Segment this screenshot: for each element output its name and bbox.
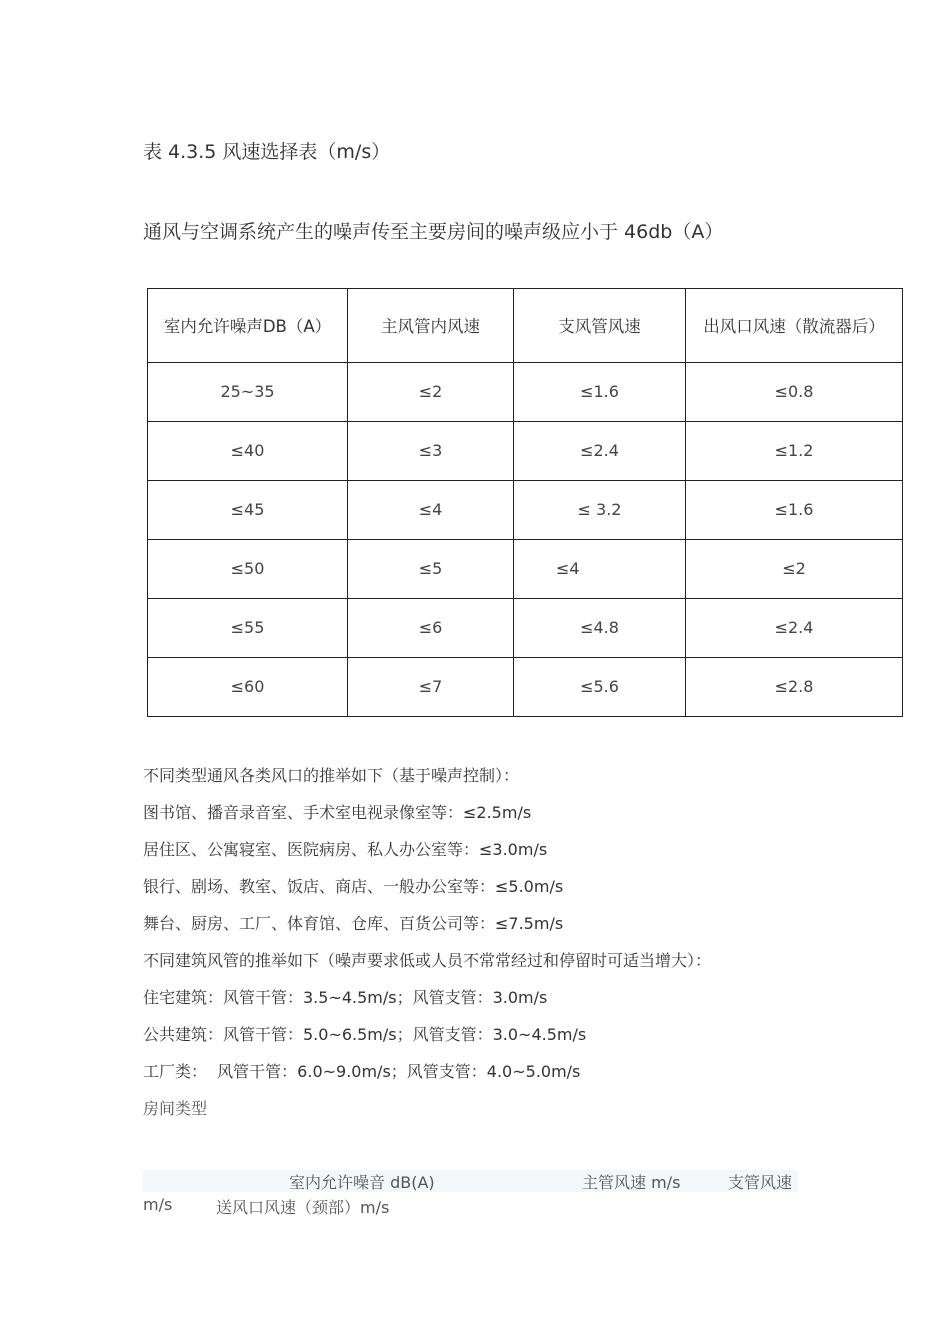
header-main-duct: 主风管内风速 xyxy=(348,289,514,363)
recommendation-notes xyxy=(143,763,711,1096)
table-cell: ≤2 xyxy=(686,539,903,598)
note-line: 银行、剧场、教室、饭店、商店、一般办公室等：≤5.0m/s xyxy=(143,877,564,896)
note-line: 舞台、厨房、工厂、体育馆、仓库、百货公司等：≤7.5m/s xyxy=(143,914,564,933)
table-cell: 25~35 xyxy=(148,362,348,421)
table-cell: ≤2.4 xyxy=(686,598,903,657)
table-cell: ≤4 xyxy=(514,539,686,598)
table-header-row xyxy=(148,289,903,363)
table-cell: ≤40 xyxy=(148,421,348,480)
table-cell: ≤1.2 xyxy=(686,421,903,480)
note-heading-outlets: 不同类型通风各类风口的推举如下（基于噪声控制）： xyxy=(143,766,520,785)
table-row xyxy=(148,539,903,598)
band-col-main: 主管风速 m/s xyxy=(582,1173,681,1192)
table-cell: ≤1.6 xyxy=(686,480,903,539)
table-cell: ≤5.6 xyxy=(514,657,686,716)
table-cell: ≤5 xyxy=(348,539,514,598)
header-branch-duct: 支风管风速 xyxy=(514,289,686,363)
table-row xyxy=(148,362,903,421)
table-cell: ≤55 xyxy=(148,598,348,657)
table-cell: ≤2.8 xyxy=(686,657,903,716)
table-cell: ≤2.4 xyxy=(514,421,686,480)
table-cell: ≤0.8 xyxy=(686,362,903,421)
room-type-label: 房间类型 xyxy=(143,1099,208,1118)
note-line: 公共建筑：风管干管：5.0~6.5m/s；风管支管：3.0~4.5m/s xyxy=(143,1025,587,1044)
note-heading-ducts: 不同建筑风管的推举如下（噪声要求低或人员不常常经过和停留时可适当增大）： xyxy=(143,951,712,970)
table-cell: ≤4 xyxy=(348,480,514,539)
band-col-branch: 支管风速 xyxy=(728,1173,793,1192)
note-line: 工厂类： 风管干管：6.0~9.0m/s；风管支管：4.0~5.0m/s xyxy=(143,1062,581,1081)
note-line: 图书馆、播音录音室、手术室电视录像室等：≤2.5m/s xyxy=(143,803,532,822)
table-row xyxy=(148,598,903,657)
table-cell: ≤7 xyxy=(348,657,514,716)
note-line: 住宅建筑：风管干管：3.5~4.5m/s；风管支管：3.0m/s xyxy=(143,988,548,1007)
table-cell: ≤ 3.2 xyxy=(514,480,686,539)
table-cell: ≤60 xyxy=(148,657,348,716)
page-title: 表 4.3.5 风速选择表（m/s） xyxy=(143,141,391,163)
note-line: 居住区、公寓寝室、医院病房、私人办公室等：≤3.0m/s xyxy=(143,840,548,859)
band-col-outlet: 送风口风速（颈部）m/s xyxy=(216,1198,390,1217)
table-cell: ≤1.6 xyxy=(514,362,686,421)
table-row xyxy=(148,421,903,480)
table-cell: ≤4.8 xyxy=(514,598,686,657)
band-col-noise: 室内允许噪音 dB(A) xyxy=(289,1173,435,1192)
table-cell: ≤45 xyxy=(148,480,348,539)
noise-requirement-text: 通风与空调系统产生的噪声传至主要房间的噪声级应小于 46db（A） xyxy=(143,221,724,243)
wind-speed-table xyxy=(147,288,903,717)
table-row xyxy=(148,480,903,539)
table-row xyxy=(148,657,903,716)
band-col-branch-unit: m/s xyxy=(143,1195,173,1214)
table-cell: ≤50 xyxy=(148,539,348,598)
table-band-header xyxy=(143,1170,798,1192)
header-outlet: 出风口风速（散流器后） xyxy=(686,289,903,363)
table-cell: ≤3 xyxy=(348,421,514,480)
header-noise: 室内允许噪声DB（A） xyxy=(148,289,348,363)
table-cell: ≤6 xyxy=(348,598,514,657)
table-cell: ≤2 xyxy=(348,362,514,421)
table-band-header-cont xyxy=(143,1192,403,1216)
